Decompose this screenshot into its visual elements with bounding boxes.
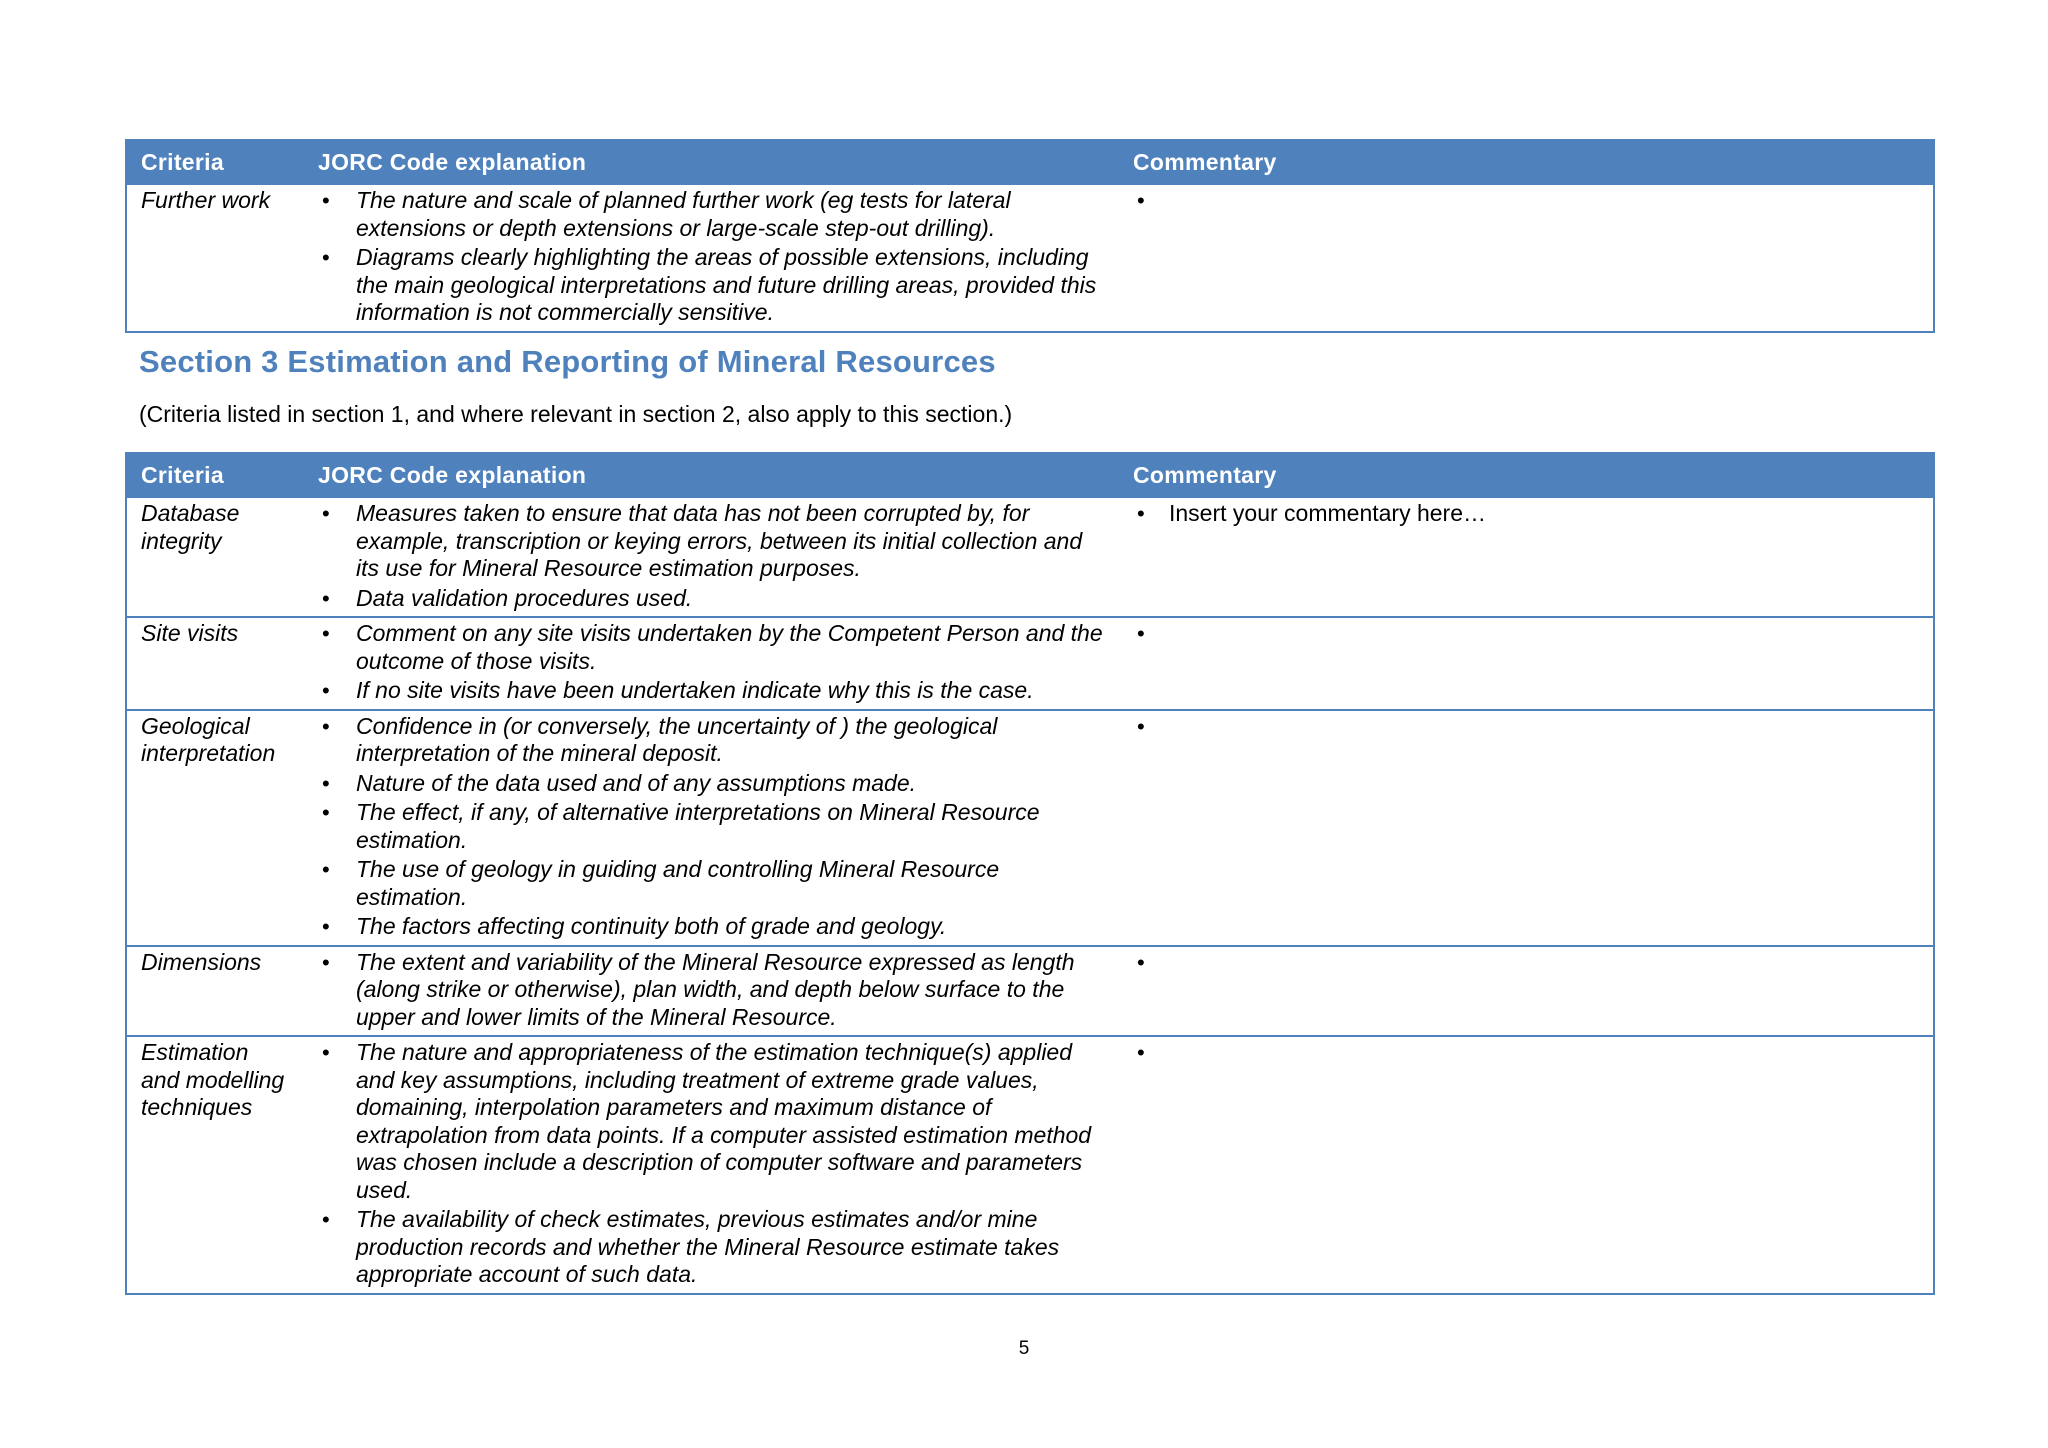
header-commentary: Commentary (1133, 461, 1277, 488)
explanation-item: • Comment on any site visits undertaken by the Competent Person and the outcome of those visits. (318, 620, 1105, 675)
explanation-item: • The nature and scale of planned further work (eg tests for lateral extensions or depth extensions or large-scale step-out drilling). (318, 187, 1105, 242)
explanation-item: • Data validation procedures used. (318, 585, 1105, 613)
commentary-cell[interactable] (1119, 946, 1934, 1037)
commentary-cell[interactable] (1119, 710, 1934, 946)
page-number: 5 (1018, 1338, 1030, 1359)
explanation-item: • The use of geology in guiding and controlling Mineral Resource estimation. (318, 856, 1105, 911)
section-note: (Criteria listed in section 1, and where relevant in section 2, also apply to this section.) (139, 401, 1013, 427)
criteria-cell: Further work (126, 184, 304, 332)
commentary-cell[interactable] (1119, 1036, 1934, 1294)
explanation-item: • Diagrams clearly highlighting the areas of possible extensions, including the main geological interpretations and future drilling areas, provided this information is not commercially sensitive. (318, 244, 1105, 327)
explanation-item: • The extent and variability of the Mineral Resource expressed as length (along strike or otherwise), plan width, and depth below surface to the upper and lower limits of the Mineral Resource. (318, 949, 1105, 1032)
explanation-cell (304, 710, 1119, 946)
header-criteria: Criteria (141, 461, 224, 488)
table-header-row (126, 453, 1934, 497)
explanation-item: • The availability of check estimates, previous estimates and/or mine production records and whether the Mineral Resource estimate takes appropriate account of such data. (318, 1206, 1105, 1289)
table-row (126, 617, 1934, 710)
header-criteria: Criteria (141, 148, 224, 175)
explanation-item: • If no site visits have been undertaken indicate why this is the case. (318, 677, 1105, 705)
explanation-item: • Nature of the data used and of any assumptions made. (318, 770, 1105, 798)
table-row (126, 1036, 1934, 1294)
criteria-cell: Database integrity (126, 497, 304, 617)
header-explanation: JORC Code explanation (318, 148, 587, 175)
header-explanation: JORC Code explanation (318, 461, 587, 488)
criteria-cell: Geological interpretation (126, 710, 304, 946)
explanation-item: • Confidence in (or conversely, the uncertainty of ) the geological interpretation of the mineral deposit. (318, 713, 1105, 768)
commentary-item[interactable] (1133, 187, 1919, 214)
commentary-item[interactable]: • Insert your commentary here… (1133, 500, 1919, 528)
criteria-cell: Estimation and modelling techniques (126, 1036, 304, 1294)
table-row (126, 710, 1934, 946)
section-title: Section 3 Estimation and Reporting of Mineral Resources (139, 344, 996, 379)
criteria-cell: Dimensions (126, 946, 304, 1037)
criteria-cell: Site visits (126, 617, 304, 710)
header-commentary: Commentary (1133, 148, 1277, 175)
explanation-cell (304, 1036, 1119, 1294)
commentary-cell[interactable] (1119, 497, 1934, 617)
explanation-item: • The factors affecting continuity both of grade and geology. (318, 913, 1105, 941)
further-work-table (125, 139, 1935, 333)
explanation-item: • The effect, if any, of alternative interpretations on Mineral Resource estimation. (318, 799, 1105, 854)
table-row (126, 946, 1934, 1037)
commentary-item[interactable] (1133, 713, 1919, 740)
table-header-row (126, 140, 1934, 184)
table-row (126, 497, 1934, 617)
explanation-item: • The nature and appropriateness of the estimation technique(s) applied and key assumptions, including treatment of extreme grade values, domaining, interpolation parameters and maximum distance of extrapolation from data points. If a computer assisted estimation method was chosen include a description of computer software and parameters used. (318, 1039, 1105, 1204)
explanation-item: • Measures taken to ensure that data has not been corrupted by, for example, transcription or keying errors, between its initial collection and its use for Mineral Resource estimation purposes. (318, 500, 1105, 583)
commentary-item[interactable] (1133, 620, 1919, 647)
table-row (126, 184, 1934, 332)
explanation-cell (304, 184, 1119, 332)
commentary-cell[interactable] (1119, 617, 1934, 710)
explanation-cell (304, 497, 1119, 617)
estimation-table (125, 452, 1935, 1295)
explanation-cell (304, 617, 1119, 710)
commentary-item[interactable] (1133, 1039, 1919, 1066)
commentary-cell[interactable] (1119, 184, 1934, 332)
commentary-item[interactable] (1133, 949, 1919, 976)
explanation-cell (304, 946, 1119, 1037)
